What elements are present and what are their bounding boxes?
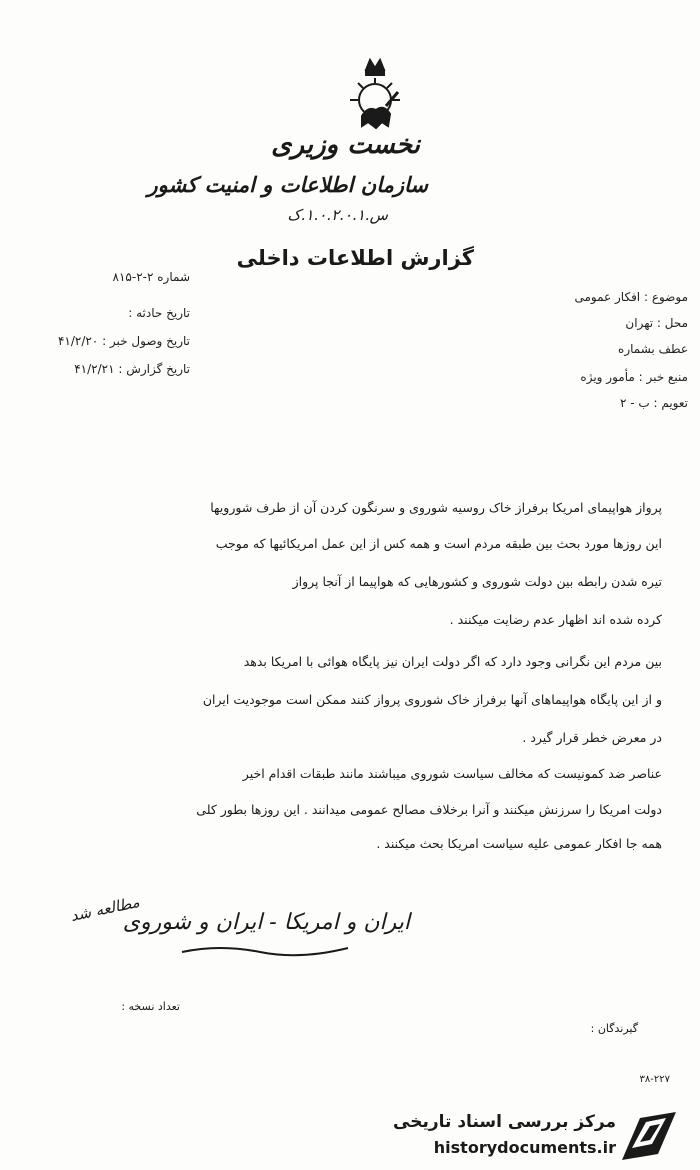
meta-reference: عطف بشماره: [618, 342, 688, 356]
copies-field: تعداد نسخه :: [121, 1000, 180, 1013]
org-line-1: نخست وزیری: [271, 130, 420, 160]
recipients-field: گیرندگان :: [590, 1022, 638, 1035]
meta-report-date: تاریخ گزارش : ۴۱/۲/۲۱: [74, 362, 190, 376]
body-line-4: کرده شده اند اظهار عدم رضایت میکنند .: [449, 612, 662, 627]
body-line-3: تیره شدن رابطه بین دولت شوروی و کشورهایی که هواپیما از آنجا پرواز: [292, 574, 662, 589]
meta-incident-date: تاریخ حادثه :: [128, 306, 190, 320]
body-line-2: این روزها مورد بحث بین طبقه مردم است و همه کس از این عمل امریکائیها که موجب: [215, 536, 662, 551]
signature-underline-icon: [180, 940, 350, 960]
org-line-2: سازمان اطلاعات و امنیت کشور: [147, 172, 428, 197]
report-title: گزارش اطلاعات داخلی: [236, 246, 474, 270]
body-line-8: عناصر ضد کمونیست که مخالف سیاست شوروی میباشند مانند طبقات اقدام اخیر: [242, 766, 662, 781]
body-line-6: و از این پایگاه هواپیماهای آنها برفراز خاک شوروی پرواز کنند ممکن است موجودیت ایران: [202, 692, 662, 707]
meta-number: شماره ۲-۲-۸۱۵: [112, 270, 190, 284]
archive-logo-icon: [618, 1108, 680, 1164]
watermark-url: historydocuments.ir: [433, 1138, 616, 1157]
body-line-5: بین مردم این نگرانی وجود دارد که اگر دولت ایران نیز پایگاه هوائی با امریکا بدهد: [243, 654, 662, 669]
form-code: ۳۸-۲۲۷: [639, 1074, 670, 1085]
handwritten-side-note: مطالعه شد: [68, 892, 142, 926]
meta-location: محل : تهران: [625, 316, 688, 330]
handwritten-note: ایران و امریکا - ایران و شوروی: [122, 910, 410, 935]
meta-subject: موضوع : افکار عمومی: [574, 290, 688, 304]
body-line-7: در معرض خطر قرار گیرد .: [522, 730, 662, 745]
meta-source: منبع خبر : مأمور ویژه: [580, 370, 688, 384]
lion-and-sun-emblem-icon: [346, 56, 404, 136]
body-line-9: دولت امریکا را سرزنش میکنند و آنرا برخلاف مصالح عمومی میدانند . این روزها بطور کلی: [196, 802, 662, 817]
body-line-1: پرواز هواپیمای امریکا برفراز خاک روسیه شوروی و سرنگون کردن آن از طرف شورویها: [210, 500, 662, 515]
meta-rating: تعویم : ب - ۲: [619, 396, 688, 410]
body-line-10: همه جا افکار عمومی علیه سیاست امریکا بحث میکنند .: [376, 836, 662, 851]
document-code: س.۱.۰.۲.۰.۱.ک: [287, 206, 388, 224]
meta-receipt-date: تاریخ وصول خبر : ۴۱/۲/۲۰: [57, 334, 190, 348]
watermark-name: مرکز بررسی اسناد تاریخی: [393, 1112, 616, 1132]
